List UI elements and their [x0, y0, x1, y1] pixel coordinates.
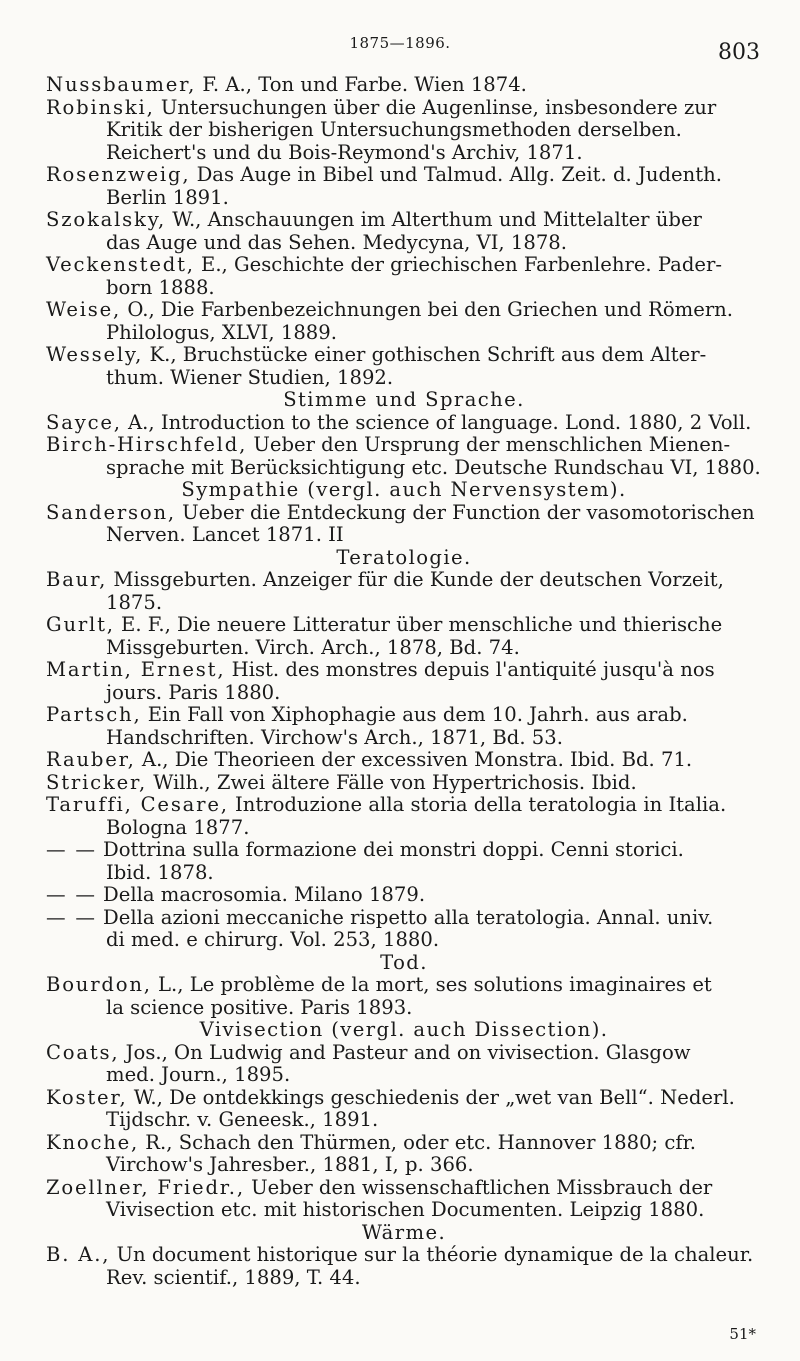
bibliography-entry	[46, 1087, 762, 1132]
bibliography-entry	[46, 1132, 762, 1177]
bibliography-entry	[46, 502, 762, 547]
entry-text: Untersuchungen über die Augenlinse, insbesondere zur	[154, 95, 717, 119]
bibliography-body	[46, 74, 762, 1289]
page-number: 803	[718, 40, 760, 65]
entry-author: Birch-Hirschfeld,	[46, 433, 248, 456]
entry-continuation: Vivisection etc. mit historischen Documenten. Leipzig 1880.	[106, 1198, 705, 1221]
entry-text: Introduzione alla storia della teratologia in Italia.	[228, 793, 727, 816]
entry-continuation: Nerven. Lancet 1871. II	[106, 523, 344, 546]
entry-continuation: 1875.	[106, 590, 163, 614]
entry-text: W., De ontdekkings geschiedenis der „wet van Bell“. Nederl.	[127, 1085, 735, 1109]
bibliography-entry	[46, 209, 762, 254]
bibliography-entry	[46, 1244, 762, 1289]
bibliography-entry	[46, 794, 762, 839]
bibliography-entry	[46, 704, 762, 749]
entry-author: Taruffi, Cesare,	[46, 793, 229, 816]
running-head: 1875—1896.	[349, 34, 451, 52]
entry-author: Rosenzweig,	[46, 163, 191, 186]
entry-text: R., Schach den Thürmen, oder etc. Hannover 1880; cfr.	[139, 1130, 697, 1154]
entry-text: L., Le problème de la mort, ses solutions imaginaires et	[151, 973, 712, 996]
entry-continuation: das Auge und das Sehen. Medycyna, VI, 1878.	[106, 230, 567, 254]
bibliography-entry	[46, 659, 762, 704]
entry-continuation: la science positive. Paris 1893.	[106, 995, 413, 1019]
entry-text: A., Die Theorieen der excessiven Monstra. Ibid. Bd. 71.	[135, 748, 693, 771]
entry-continuation: Handschriften. Virchow's Arch., 1871, Bd. 53.	[106, 725, 563, 749]
entry-text: Missgeburten. Anzeiger für die Kunde der deutschen Vorzeit,	[107, 568, 724, 591]
bibliography-entry	[46, 97, 762, 165]
bibliography-entry	[46, 907, 762, 952]
entry-author: B. A.,	[46, 1243, 111, 1266]
bibliography-entry	[46, 74, 762, 97]
entry-text: Ein Fall von Xiphophagie aus dem 10. Jahrh. aus arab.	[141, 703, 688, 726]
entry-text: Wilh., Zwei ältere Fälle von Hypertrichosis. Ibid.	[147, 770, 637, 794]
entry-author: — —	[46, 883, 97, 906]
entry-text: O., Die Farbenbezeichnungen bei den Griechen und Römern.	[121, 298, 734, 321]
entry-author: Nussbaumer,	[46, 73, 197, 96]
entry-text: E., Geschichte der griechischen Farbenlehre. Pader-	[194, 253, 722, 276]
entry-author: Koster,	[46, 1085, 128, 1109]
entry-continuation: Berlin 1891.	[106, 185, 229, 209]
entry-text: E. F., Die neuere Litteratur über menschliche und thierische	[114, 613, 723, 636]
entry-continuation: Philologus, XLVI, 1889.	[106, 320, 337, 344]
entry-text: Della azioni meccaniche rispetto alla teratologia. Annal. univ.	[96, 905, 714, 929]
section-heading: Teratologie.	[336, 545, 472, 569]
entry-author: Coats,	[46, 1040, 120, 1064]
page-header	[0, 26, 800, 66]
bibliography-entry	[46, 1177, 762, 1222]
entry-author: Robinski,	[46, 95, 155, 119]
entry-text: Jos., On Ludwig and Pasteur and on vivisection. Glasgow	[119, 1040, 691, 1064]
entry-author: Sayce,	[46, 410, 122, 434]
entry-continuation: Virchow's Jahresber., 1881, I, p. 366.	[106, 1153, 474, 1176]
section-heading: Stimme und Sprache.	[283, 388, 525, 411]
entry-text: Ueber den wissenschaftlichen Missbrauch der	[244, 1175, 713, 1199]
entry-continuation: born 1888.	[106, 275, 215, 299]
bibliography-entry	[46, 772, 762, 795]
entry-continuation: Rev. scientif., 1889, T. 44.	[106, 1265, 361, 1289]
entry-text: Della macrosomia. Milano 1879.	[96, 883, 426, 906]
entry-author: Stricker,	[46, 770, 148, 794]
entry-continuation: Ibid. 1878.	[106, 860, 214, 884]
entry-author: Martin, Ernest,	[46, 658, 226, 681]
bibliography-entry	[46, 839, 762, 884]
entry-author: — —	[46, 905, 97, 929]
bibliography-entry	[46, 254, 762, 299]
entry-continuation: Missgeburten. Virch. Arch., 1878, Bd. 74.	[106, 635, 520, 659]
section-heading: Sympathie (vergl. auch Nervensystem).	[181, 478, 627, 501]
entry-text: Hist. des monstres depuis l'antiquité jusqu'à nos	[225, 658, 715, 681]
bibliography-entry	[46, 1042, 762, 1087]
entry-author: Knoche,	[46, 1130, 140, 1154]
entry-text: Das Auge in Bibel und Talmud. Allg. Zeit. d. Judenth.	[190, 163, 722, 186]
entry-text: A., Introduction to the science of language. Lond. 1880, 2 Voll.	[121, 410, 752, 434]
entry-text: F. A., Ton und Farbe. Wien 1874.	[196, 73, 527, 96]
entry-text: Ueber die Entdeckung der Function der vasomotorischen	[175, 500, 755, 524]
entry-author: Baur,	[46, 568, 108, 591]
bibliography-entry	[46, 974, 762, 1019]
section-heading: Vivisection (vergl. auch Dissection).	[199, 1018, 609, 1041]
section-heading: Tod.	[380, 950, 428, 974]
bibliography-entry	[46, 569, 762, 614]
entry-continuation: thum. Wiener Studien, 1892.	[106, 365, 394, 389]
entry-text: Ueber den Ursprung der menschlichen Mienen-	[247, 433, 731, 456]
bibliography-entry	[46, 749, 762, 772]
entry-author: Zoellner, Friedr.,	[46, 1175, 245, 1199]
bibliography-entry	[46, 884, 762, 907]
bibliography-entry	[46, 434, 762, 479]
entry-text: Dottrina sulla formazione dei monstri doppi. Cenni storici.	[96, 838, 684, 861]
entry-author: Sanderson,	[46, 500, 176, 524]
entry-author: Rauber,	[46, 748, 136, 771]
entry-author: Weise,	[46, 298, 122, 321]
bibliography-entry	[46, 299, 762, 344]
section-heading: Wärme.	[361, 1220, 447, 1244]
entry-text: W., Anschauungen im Alterthum und Mittelalter über	[166, 208, 702, 231]
entry-text: Un document historique sur la théorie dynamique de la chaleur.	[110, 1243, 754, 1266]
entry-author: Wessely,	[46, 343, 144, 366]
entry-continuation: Kritik der bisherigen Untersuchungsmethoden derselben. Reichert's und du Bois-Reymond's Archiv, 1871.	[106, 118, 682, 164]
bibliography-entry	[46, 164, 762, 209]
bibliography-entry	[46, 412, 762, 435]
entry-continuation: di med. e chirurg. Vol. 253, 1880.	[106, 928, 440, 951]
entry-author: Partsch,	[46, 703, 142, 726]
entry-author: Veckenstedt,	[46, 253, 195, 276]
bibliography-entry	[46, 344, 762, 389]
entry-continuation: Tijdschr. v. Geneesk., 1891.	[106, 1108, 379, 1131]
entry-author: Bourdon,	[46, 973, 152, 996]
entry-text: K., Bruchstücke einer gothischen Schrift aus dem Alter-	[143, 343, 707, 366]
entry-author: — —	[46, 838, 97, 861]
entry-author: Gurlt,	[46, 613, 115, 636]
entry-continuation: jours. Paris 1880.	[106, 680, 281, 704]
entry-author: Szokalsky,	[46, 208, 166, 231]
entry-continuation: med. Journ., 1895.	[106, 1063, 291, 1086]
printer-signature: 51*	[729, 1325, 756, 1343]
entry-continuation: Bologna 1877.	[106, 815, 250, 839]
bibliography-entry	[46, 614, 762, 659]
entry-continuation: sprache mit Berücksichtigung etc. Deutsche Rundschau VI, 1880.	[106, 455, 761, 479]
